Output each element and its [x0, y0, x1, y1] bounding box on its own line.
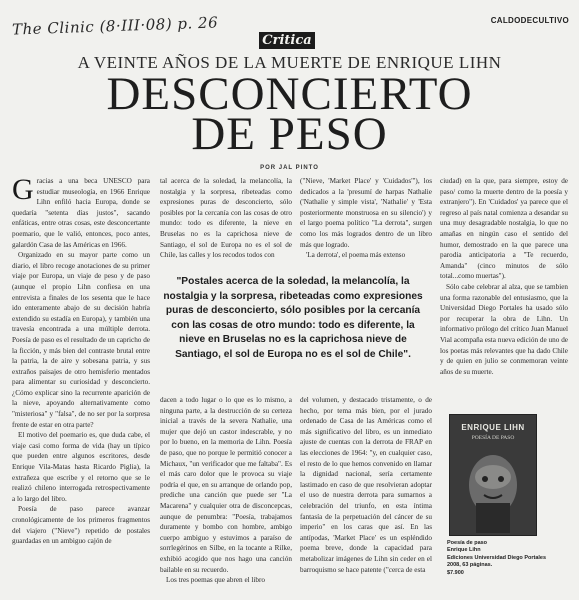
paragraph: 'La derrota', el poema más extenso	[306, 251, 406, 260]
caption-publisher: Ediciones Universidad Diego Portales	[447, 554, 547, 561]
handwritten-note: The Clinic (8·III·08) p. 26	[11, 13, 219, 39]
paragraph: del volumen, y destacado tristamente, o de hecho, por tema más bien, por el jurado ordenado de Casa de las Américas como el más significativo del libro, es un inmediato ajuste de cuentas con la derrota de FRAP en las elecciones de 1964: "y, en cualquier caso, el resto de lo que hemos convenido en llamar la dignidad nacional, sería certamente lastimado en caso de que resolvieran adoptar el uso de nuestra derrota para sumarnos a celebración del triunfo, en esta íntima fantasía de la perpetuación del cáncer de su imperio" en los caras que así. En las antípodas, 'Market Place' es un espléndido poema breve, donde la capacidad para metabolizar imágenes de Lihn sin ceder en el barroquismo se hace patente ("cerca de esta	[300, 396, 432, 574]
paragraph: Sólo cabe celebrar al alza, que se tambien una forma razonable del entusiasmo, que la Universidad Diego Portales ha usado sólo por recuperar la obra de Lihn. Un informativo prólogo del crítico Juan Manuel Vial acompaña esta nueva edición de uno de los poetas más relevantes que ha dado Chile y de quien en julio se conmemoran veinte años de su muerte.	[440, 282, 568, 376]
column-4	[440, 176, 568, 398]
paragraph: dacen a todo lugar o lo que es lo mismo, a ninguna parte, a la destrucción de su certeza inicial a través de la severa Nathalie, una mujer que dejó un castor indescrable, y no por lo bueno, en la memoria de Lihn. Poesía de paso, que no porque le permitió conocer a Michaux, "un verificador que me faltaba". Es el más caro dolor que le provoca su viaje podría el que, en su arranque de orlando pop, prediche una canción que puede ser "La Macarena" y cualquier otra de disconcepcas, aunque de penumbra: "Poesía, trabajamos duramente y bombo con hombre, ambigo cuerpo ambiguo y estuvimos a paraíso de sorrlegérinos en Silbe, en la tocante a Rilke, exhibió acogido que nos hago una canción bailable en su recuerdo.	[160, 396, 292, 574]
caption-title: Poesía de paso	[447, 540, 488, 546]
paragraph: Los tres poemas que abren el libro	[166, 576, 265, 585]
paragraph: Gracias a una beca UNESCO para estudiar museología, en 1966 Enrique Lihn enfiló hacia Europa, donde se quedaría "setenta días justos", sacando enfáticas, entre otras cosas, este desconcertante poemario, que le valió, entonces, poco antes, galardón Casa de las Américas en 1966.	[12, 176, 150, 249]
section-label: CALDODECULTIVO	[490, 16, 569, 25]
paragraph: ("Nieve, 'Market Place' y 'Cuidados'"), los dedicados a la 'presumí de harpas Nathalie ('Nathalie y simple vista', 'Nathalie' y 'Esta posteriormente monstruosa en su silencio') y el largo poema político "La derrota", surgen como los más logrados dentro de un libro más que logrado.	[300, 177, 432, 249]
article-headline	[0, 68, 579, 160]
paragraph: Poesía de paso parece avanzar cronológicamente de los primeros fragmentos del viajero ("Nieve") repetido de postales guardadas en un ambiguo cajón de	[12, 505, 150, 546]
book-caption	[447, 540, 557, 577]
pull-quote: "Postales acerca de la soledad, la melancolía, la nostalgia y la sorpresa, ribeteadas como expresiones puras de desconcierto, sólo posibles por la cercanía con las cosas de otro mundo: todo es diferente, la nieve en Bruselas no es la caprichosa nieve de Santiago, el sol de Europa no es el sol de Chile".	[163, 276, 423, 360]
caption-author: Enrique Lihn	[447, 547, 481, 554]
dropcap: G	[12, 176, 34, 206]
article-kicker: A VEINTE AÑOS DE LA MUERTE DE ENRIQUE LIHN	[77, 53, 502, 72]
caption-price: $7.900	[447, 569, 464, 576]
critica-tag: Critica	[259, 32, 315, 49]
column-2-top	[160, 176, 292, 262]
paragraph: El motivo del poemario es, que duda cabe, el viaje casi como forma de vida (hay un típico que pueden entre algunos escritores, desde Enrique Vila-Matas hasta Ricardo Piglia), la extrañeza que escribe y el retorno que se le realizó chileno interrogada retrospectivamente a lo largo del libro.	[12, 431, 150, 503]
column-1	[12, 176, 150, 588]
headline-line-2: DE PESO	[191, 108, 388, 160]
book-cover-title: ENRIQUE LIHN	[461, 423, 525, 432]
book-cover-image	[449, 414, 537, 536]
headline-line-1: DESCONCIERTO	[106, 68, 473, 120]
caption-pages: 2008, 63 páginas.	[447, 562, 493, 569]
portrait-illustration	[450, 415, 536, 535]
column-3-bottom	[300, 395, 432, 588]
paragraph: ciudad) en la que, para siempre, estoy de paso/ como la muerte dentro de la poesía y extranjero"). En 'Cuidados' ya parece que el regreso al país natal comienza a desandar su una muy desagradable nostalgia, lo que no amañas en ningún caso el sentido del humor, demostrado en la que parece una parodia anticipatoria a "Te recuerdo, Amanda" (cinco minutos de sólo total...como muertas").	[440, 177, 568, 281]
column-2-bottom	[160, 395, 292, 588]
byline: POR JAL PINTO	[260, 165, 319, 171]
paragraph: Organizado en su mayor parte como un diario, el libro recoge anotaciones de su primer viaje por Europa, un viaje de peso y de paso (aunque el propio Lihn confiesa en una entrevista a finales de los sesenta que le hace ido enteramente abajo de su decisión habría extendido su estadía en Europa), y también una travesía encontrada a una múltiple derrota. Poesía de paso es el resultado de un capricho de la ficción, y más bien del contraste brutal entre la patria, la de aire y sobesana patria, y sus extraños paisajes de otro hemisferio mentados para alimentar su curiosidad y desconcierto. ¿Cómo explicar sino la recurrente aparición de la nieve, apoyando alternativamente como "misteriosa" y "falsa", de no ser por la sorpresa frente de estar en otra parte?	[12, 251, 150, 429]
book-cover-subtitle: POESÍA DE PASO	[471, 435, 515, 441]
paragraph: tal acerca de la soledad, la melancolía, la nostalgia y la sorpresa, ribeteadas como expresiones puras de desconcierto, sólo posibles por la cercanía con las cosas de otro mundo: todo es diferente, la nieve en Bruselas no es la caprichosa nieve de Santiago, el sol de Europa no es el sol de Chile, las calles y los recodos todos con	[160, 177, 292, 260]
column-3-top	[300, 176, 432, 262]
